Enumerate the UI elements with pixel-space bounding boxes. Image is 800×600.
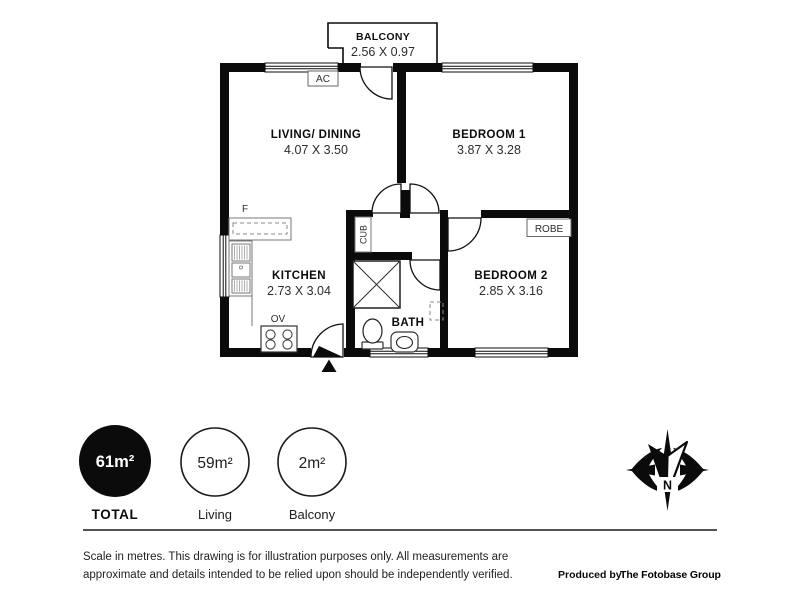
living-dims: 4.07 X 3.50 <box>284 143 348 157</box>
kitchen-bench-overhead <box>229 218 291 240</box>
balcony-label: BALCONY <box>355 31 411 43</box>
bath-label: BATH <box>391 317 425 329</box>
balcony-door-arc <box>360 67 392 99</box>
bedroom2-door-arc <box>448 218 481 251</box>
kitchen-label: KITCHEN <box>272 270 326 282</box>
kitchen-counter <box>229 241 252 326</box>
floor-plan <box>220 23 578 372</box>
total-area-value: 61m² <box>95 453 135 471</box>
living-hall-door-arc <box>372 184 401 213</box>
footer <box>83 530 721 581</box>
balcony-area-value: 2m² <box>298 455 326 472</box>
sink <box>232 263 250 277</box>
window-bedroom1-top <box>442 63 533 72</box>
fridge-label: F <box>241 204 249 215</box>
basin <box>391 332 418 352</box>
shower-box <box>353 261 400 308</box>
produced-by-label: Produced by <box>558 569 622 581</box>
disclaimer-line2: approximate and details intended to be relied upon should be independently verified. <box>83 569 513 581</box>
bath-door-arc <box>410 260 440 290</box>
oven-label: OV <box>270 314 286 325</box>
robe-label: ROBE <box>534 224 564 235</box>
bedroom2-dims: 2.85 X 3.16 <box>479 284 543 298</box>
living-label: LIVING/ DINING <box>270 129 362 141</box>
bedroom2-label: BEDROOM 2 <box>474 270 548 282</box>
living-area-label: Living <box>198 507 232 522</box>
kitchen-dims: 2.73 X 3.04 <box>267 284 331 298</box>
cupboard-label: CUB <box>358 224 369 245</box>
north-label: N <box>662 478 673 493</box>
producer-name: The Fotobase Group <box>620 569 721 581</box>
disclaimer-line1: Scale in metres. This drawing is for illustration purposes only. All measurements are <box>83 551 509 563</box>
area-summary <box>79 425 346 522</box>
total-area-label: TOTAL <box>91 507 139 522</box>
window-kitchen-left <box>220 235 229 297</box>
entry-marker-triangle <box>322 360 337 373</box>
bedroom1-dims: 3.87 X 3.28 <box>457 143 521 157</box>
toilet <box>362 319 383 349</box>
bedroom1-door-arc <box>410 184 439 213</box>
living-area-value: 59m² <box>197 455 233 472</box>
ac-label: AC <box>316 74 330 85</box>
balcony-dims: 2.56 X 0.97 <box>351 45 415 59</box>
balcony-area-label: Balcony <box>288 507 336 522</box>
window-bedroom2-bottom <box>475 348 548 357</box>
stove <box>261 326 297 352</box>
bedroom1-label: BEDROOM 1 <box>452 129 526 141</box>
compass-rose <box>626 429 709 511</box>
